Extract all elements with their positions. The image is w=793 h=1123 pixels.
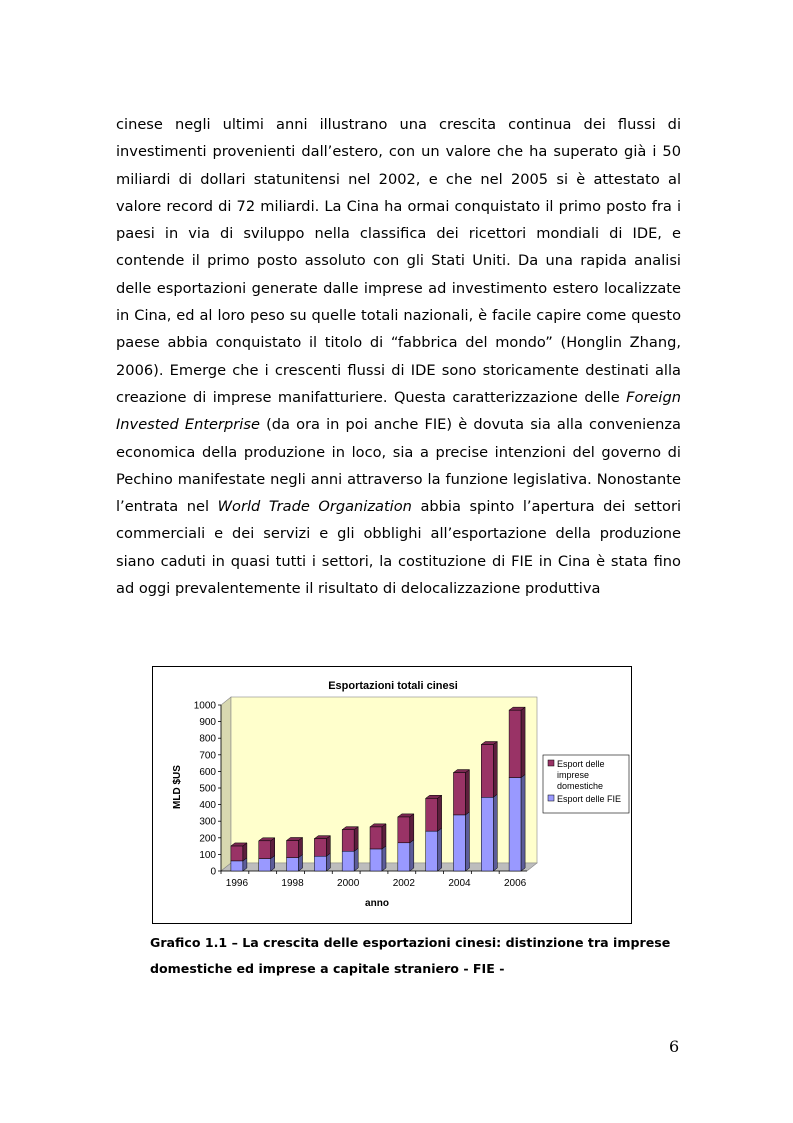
bar-1996-s1 [231, 846, 243, 861]
bar-1997-s0 [259, 859, 271, 871]
bar-2002-s1 [398, 817, 410, 843]
legend-label-1: Esport delle FIE [557, 794, 622, 804]
body-text-1: cinese negli ultimi anni illustrano una crescita continua dei flussi di investimenti provenienti dall’estero, con un valore che ha superato già i 50 miliardi di dollari statunitensi nel 2002, e che nel 2005 si è attestato al valore record di 72 miliardi. La Cina ha ormai conquistato il primo posto fra i paesi in via di sviluppo nella classifica dei ricettori mondiali di IDE, e contende il primo posto assoluto con gli Stati Uniti. Da una rapida analisi delle esportazioni generate dalle imprese ad investimento estero localizzate in Cina, ed al loro peso su quelle totali nazionali, è facile capire come questo paese abbia conquistato il titolo di “fabbrica del mondo” (Honglin Zhang, 2006). Emerge che i crescenti flussi di IDE sono storicamente destinati alla creazione di imprese manifatturiere. Questa caratterizzazione delle [116, 116, 681, 406]
bar-2004-s0 [453, 815, 465, 871]
bar-2000-s0 [342, 851, 354, 871]
y-tick-label: 400 [199, 800, 216, 812]
y-axis-label: MLD $US [172, 765, 183, 809]
bar-side-2005-s0 [493, 794, 497, 871]
body-text-3: abbia spinto l’apertura dei settori commerciali e dei servizi e gli obblighi all’esportazione della produzione siano caduti in quasi tutti i settori, la costituzione di FIE in Cina è stata fino ad oggi prevalentemente il risultato di delocalizzazione produttiva [116, 498, 681, 598]
bar-side-2002-s1 [410, 814, 414, 843]
bar-1999-s1 [314, 839, 326, 857]
x-tick-label-2006: 2006 [503, 878, 527, 889]
bar-side-1999-s1 [326, 836, 330, 857]
bar-side-2000-s1 [354, 827, 358, 852]
bar-1997-s1 [259, 841, 271, 859]
bar-side-2001-s0 [382, 846, 386, 871]
y-tick-label: 300 [199, 816, 216, 828]
bar-side-2001-s1 [382, 824, 386, 849]
legend-label-0: Esport delle imprese domestiche [557, 759, 605, 791]
chart-side-wall [221, 697, 231, 871]
bar-side-2000-s0 [354, 848, 358, 871]
y-tick-label: 700 [199, 750, 216, 762]
body-paragraph [116, 111, 681, 602]
bar-2000-s1 [342, 830, 354, 852]
bar-side-2006-s0 [521, 775, 525, 871]
page-number: 6 [669, 1037, 680, 1056]
legend-swatch-0 [548, 760, 554, 766]
y-tick-label: 100 [199, 849, 216, 861]
y-tick-label: 0 [210, 866, 216, 878]
bar-side-1997-s1 [271, 838, 275, 859]
bar-side-2003-s0 [438, 828, 442, 871]
bar-2003-s0 [426, 831, 438, 871]
x-axis-label: anno [365, 898, 389, 909]
x-tick-label-2002: 2002 [392, 878, 415, 889]
bar-1998-s0 [287, 858, 299, 871]
x-tick-label-1998: 1998 [281, 878, 304, 889]
bar-2001-s1 [370, 827, 382, 849]
bar-side-2006-s1 [521, 707, 525, 777]
bar-2005-s0 [481, 797, 493, 871]
export-chart [153, 667, 631, 923]
bar-2006-s1 [509, 710, 521, 777]
y-tick-label: 200 [199, 833, 216, 845]
body-italic-fie: Foreign Invested Enterprise [116, 388, 681, 434]
body-italic-wto: World Trade Organization [217, 498, 412, 516]
x-tick-label-1996: 1996 [225, 878, 249, 889]
caption-line-2: domestiche ed imprese a capitale straniero - FIE - [150, 961, 505, 976]
bar-2001-s0 [370, 849, 382, 871]
bar-side-1998-s1 [299, 837, 303, 857]
bar-side-2004-s0 [465, 812, 469, 871]
bar-side-2002-s0 [410, 840, 414, 871]
body-text-2: (da ora in poi anche FIE) è dovuta sia alla convenienza economica della produzione in loco, sia a precise intenzioni del governo di Pechino manifestate negli anni attraverso la funzione legislativa. Nonostante l’entrata nel [116, 416, 681, 516]
y-tick-label: 600 [199, 766, 216, 778]
y-tick-label: 500 [199, 783, 216, 795]
y-tick-label: 900 [199, 717, 216, 729]
bar-2004-s1 [453, 773, 465, 815]
chart-frame [152, 666, 632, 924]
chart-legend [543, 755, 629, 813]
bar-side-2003-s1 [438, 795, 442, 831]
bar-side-2004-s1 [465, 770, 469, 815]
figure-caption [150, 930, 670, 982]
bar-2005-s1 [481, 745, 493, 798]
bar-1998-s1 [287, 840, 299, 857]
chart-title: Esportazioni totali cinesi [328, 680, 458, 692]
legend-swatch-1 [548, 795, 554, 801]
x-tick-label-2004: 2004 [448, 878, 471, 889]
y-tick-label: 1000 [193, 700, 216, 712]
bar-side-2005-s1 [493, 742, 497, 798]
bar-2002-s0 [398, 843, 410, 871]
bar-2006-s0 [509, 778, 521, 871]
bar-1999-s0 [314, 856, 326, 871]
caption-line-1: Grafico 1.1 – La crescita delle esportazioni cinesi: distinzione tra imprese [150, 935, 671, 950]
x-tick-label-2000: 2000 [337, 878, 360, 889]
bar-1996-s0 [231, 861, 243, 871]
y-tick-label: 800 [199, 733, 216, 745]
bar-2003-s1 [426, 798, 438, 831]
